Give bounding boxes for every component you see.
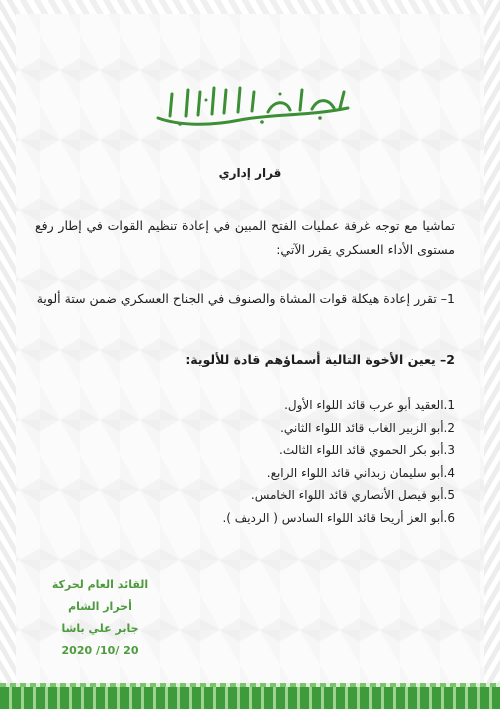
left-border	[0, 0, 16, 709]
list-item: 2.أبو الزبير الغاب قائد اللواء الثاني.	[280, 420, 455, 435]
document-title: قرار إداري	[218, 166, 282, 180]
decision-item-2-header: 2– يعين الأخوة التالية أسماؤهم قادة للألوية:	[185, 352, 455, 367]
signature-organization: أحرار الشام	[68, 600, 132, 613]
appointments-list	[35, 394, 455, 529]
signature-name: جابر علي باشا	[61, 622, 139, 635]
top-border	[0, 0, 500, 14]
decision-item-1: 1– تقرر إعادة هيكلة قوات المشاة والصنوف في الجناح العسكري ضمن ستة ألوية	[36, 291, 455, 306]
list-item: 3.أبو بكر الحموي قائد اللواء الثالث.	[279, 443, 455, 457]
basmala-calligraphy	[150, 82, 355, 130]
signature-block	[40, 574, 160, 662]
list-item: 5.أبو فيصل الأنصاري قائد اللواء الخامس.	[250, 488, 455, 502]
right-border	[484, 0, 500, 709]
signature-date: 20 /10/ 2020	[61, 644, 139, 657]
signature-title: القائد العام لحركة	[51, 578, 149, 591]
list-item: 6.أبو العز أريحا قائد اللواء السادس ( الرديف ).	[222, 510, 455, 525]
list-item: 1.العقيد أبو عرب قائد اللواء الأول.	[284, 398, 455, 412]
bottom-border	[0, 687, 500, 709]
intro-paragraph: تماشيا مع توجه غرفة عمليات الفتح المبين في إعادة تنظيم القوات في إطار رفع مستوى الأداء العسكري يقرر الآتي:	[35, 218, 455, 257]
list-item: 4.أبو سليمان زبداني قائد اللواء الرابع.	[266, 465, 455, 480]
